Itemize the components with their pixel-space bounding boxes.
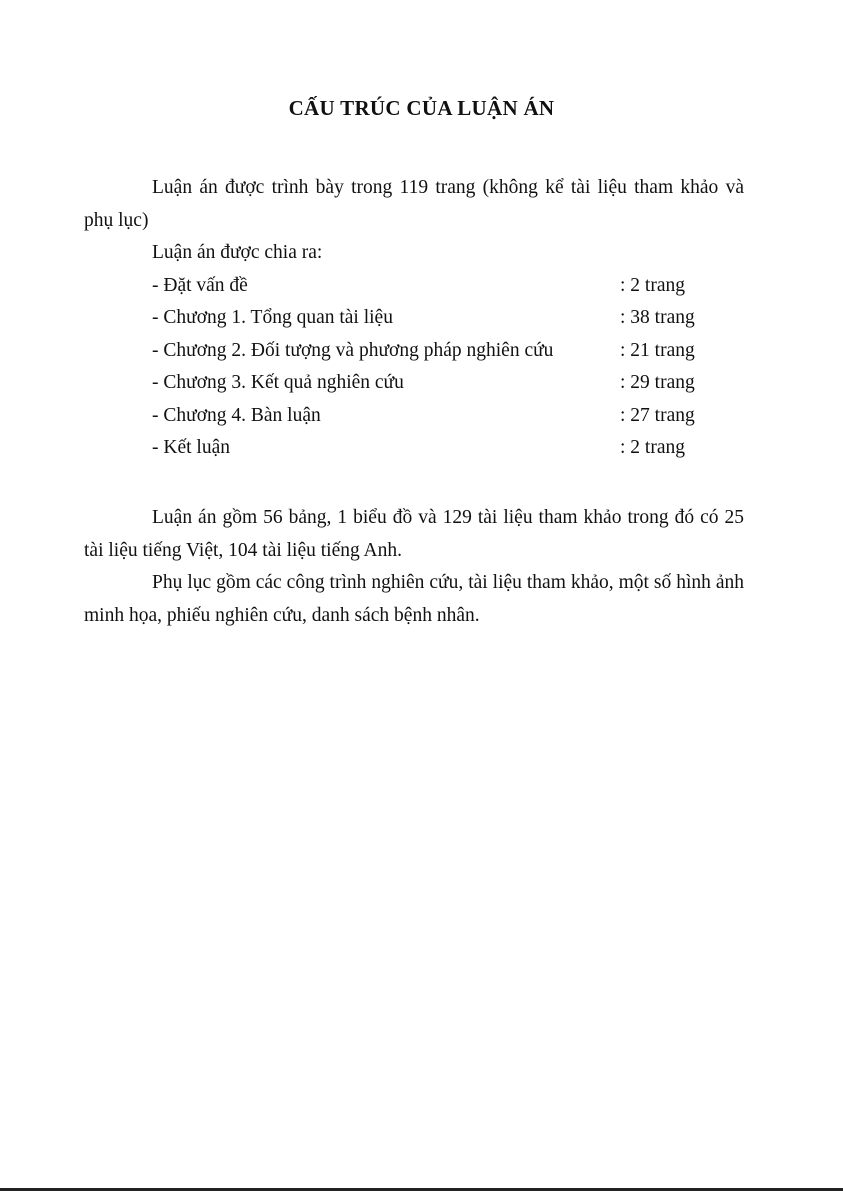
page-title: CẤU TRÚC CỦA LUẬN ÁN [288, 96, 555, 120]
summary-text: Luận án gồm 56 bảng, 1 biểu đồ và 129 tài liệu tham khảo trong đó có 25 tài liệu tiếng Việt, 104 tài liệu tiếng Anh. [84, 507, 744, 561]
section-pages: : 2 trang [620, 275, 685, 296]
section-label: - Đặt vấn đề [152, 275, 248, 296]
section-label: - Chương 4. Bàn luận [152, 405, 321, 426]
intro-paragraph [84, 172, 744, 237]
section-pages: : 27 trang [620, 405, 695, 426]
section-pages: : 2 trang [620, 437, 685, 458]
intro-text: Luận án được trình bày trong 119 trang (không kể tài liệu tham khảo và phụ lục) [84, 177, 744, 231]
section-pages: : 21 trang [620, 340, 695, 361]
division-heading: Luận án được chia ra: [152, 242, 323, 263]
section-pages: : 29 trang [620, 372, 695, 393]
appendix-text: Phụ lục gồm các công trình nghiên cứu, tài liệu tham khảo, một số hình ảnh minh họa, phiếu nghiên cứu, danh sách bệnh nhân. [84, 572, 744, 626]
section-label: - Chương 1. Tổng quan tài liệu [152, 307, 393, 328]
appendix-paragraph [84, 567, 744, 632]
section-pages: : 38 trang [620, 307, 695, 328]
page-bottom-border [0, 1188, 843, 1191]
section-label: - Chương 2. Đối tượng và phương pháp nghiên cứu [152, 340, 554, 361]
section-label: - Chương 3. Kết quả nghiên cứu [152, 372, 404, 393]
section-label: - Kết luận [152, 437, 230, 458]
summary-paragraph [84, 502, 744, 567]
